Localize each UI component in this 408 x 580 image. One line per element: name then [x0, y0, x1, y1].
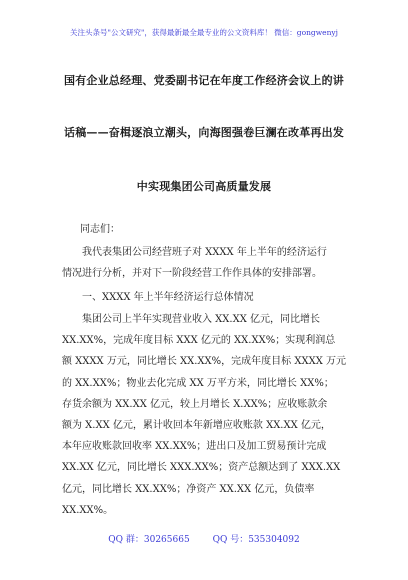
body-line: 存货余额为 XX.XX 亿元，较上月增长 X.XX%；应收账款余 [62, 398, 328, 410]
footer-qq-number: QQ 号：535304092 [212, 535, 300, 545]
intro-paragraph [62, 242, 354, 284]
document-title-line-2: 话稿——奋楫逐浪立潮头，向海图强卷巨澜在改革再出发 [64, 126, 344, 139]
footer-contact [0, 532, 408, 545]
body-line: XX.XX%。 [62, 504, 114, 516]
body-line: 本年应收账款回收率 XX.XX%；进出口及加工贸易预计完成 [62, 441, 327, 453]
body-line: 集团公司上半年实现营业收入 XX.XX 亿元，同比增长 [62, 314, 321, 325]
body-line: 亿元，同比增长 XX.XX%；净资产 XX.XX 亿元，负债率 [62, 483, 315, 495]
body-paragraph [62, 309, 354, 521]
section-heading [62, 287, 354, 308]
body-line: XX.XX%，完成年度目标 XXX 亿元的 XX.XX%；实现利润总 [62, 335, 336, 347]
body-line: 的 XX.XX%；物业去化完成 XX 万平方米，同比增长 XX%； [62, 377, 334, 389]
section-heading-text: 一、XXXX 年上半年经济运行总体情况 [62, 292, 254, 303]
document-title-line-3: 中实现集团公司高质量发展 [136, 180, 272, 193]
body-line: XX.XX 亿元，同比增长 XXX.XX%；资产总额达到了 XXX.XX [62, 462, 341, 474]
document-title-line-1: 国有企业总经理、党委副书记在年度工作经济会议上的讲 [64, 74, 344, 87]
header-promo-banner: 关注头条号"公文研究"，获得最新最全最专业的公文资料库！ 微信：gongwenyj [70, 28, 338, 37]
body-line: 额为 X.XX 亿元，累计收回本年新增应收账款 XX.XX 亿元， [62, 420, 331, 432]
salutation: 同志们： [80, 224, 120, 235]
intro-line: 我代表集团公司经营班子对 XXXX 年上半年的经济运行 [62, 247, 327, 258]
footer-qq-group: QQ 群：30265665 [108, 535, 190, 545]
body-line: 额 XXXX 万元，同比增长 XX.XX%，完成年度目标 XXXX 万元 [62, 356, 347, 368]
intro-line: 情况进行分析，并对下一阶段经营工作作具体的安排部署。 [62, 268, 322, 280]
